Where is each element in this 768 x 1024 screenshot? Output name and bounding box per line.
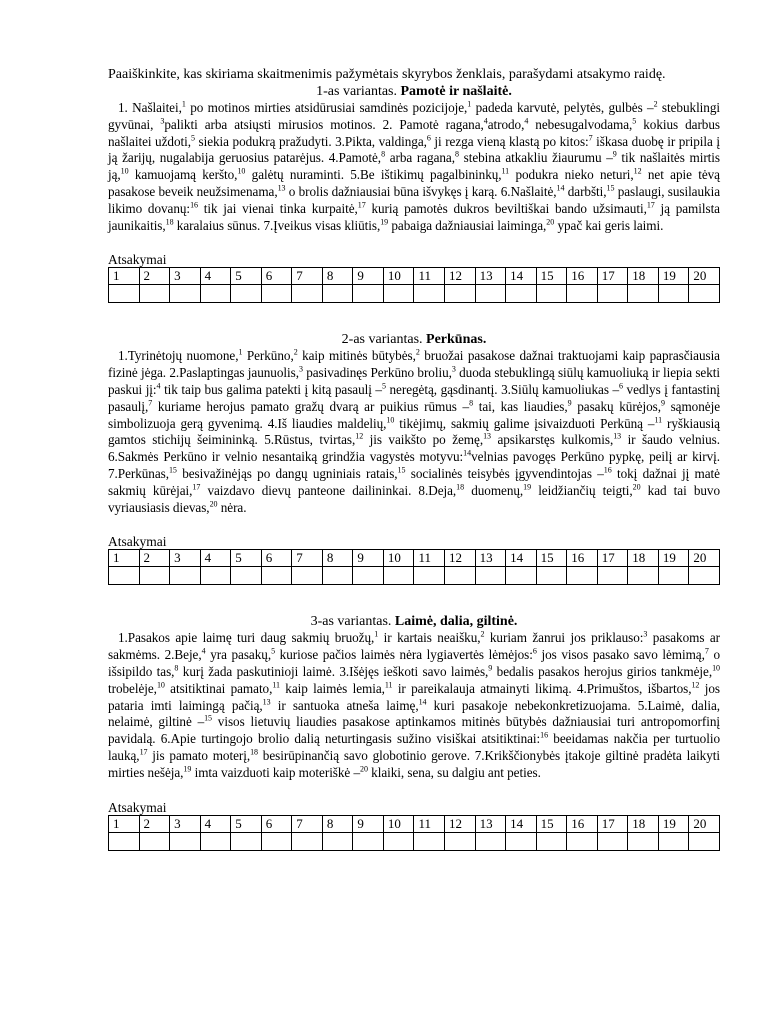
answer-input-cell[interactable] [231,832,262,850]
answer-input-cell[interactable] [139,832,170,850]
answer-input-cell[interactable] [628,832,659,850]
worksheet-page [108,66,720,851]
answer-number-cell: 20 [689,815,720,832]
answer-input-cell[interactable] [567,285,598,303]
answer-input-cell[interactable] [292,832,323,850]
variant-prefix: 2-as variantas. [341,332,427,348]
answer-number-row [109,815,720,832]
variant-section [108,331,720,585]
answer-input-cell[interactable] [383,832,414,850]
answer-number-cell: 2 [139,550,170,567]
answer-number-cell: 2 [139,815,170,832]
answer-number-cell: 19 [658,550,689,567]
variant-name: Laimė, dalia, giltinė. [394,614,518,630]
answer-input-cell[interactable] [231,567,262,585]
answer-number-cell: 5 [231,550,262,567]
answer-number-cell: 11 [414,268,445,285]
answer-input-cell[interactable] [628,285,659,303]
answer-number-cell: 12 [445,815,476,832]
answer-input-cell[interactable] [322,567,353,585]
variant-section [108,613,720,850]
answer-input-cell[interactable] [109,832,140,850]
variant-text: 1.Tyrinėtojų nuomone,$^1$ Perkūno,$^2$ kaip mitinės būtybės,$^2$ bruožai pasakose dažnai traktuojami kaip paprasčiausia fizinė jėga. 2.Paslaptingas jaunuolis,$^3$ pasivadinęs Perkūno broliu,$^3$ duoda stebuklingą siūlų kamuoliuką ir liepia sekti paskui jį:$^4$ tik taip bus galima patekti į kitą pasaulį –$^5$ neregėtą, gąsdinantį. 3.Siūlų kamuoliukas –$^6$ vedlys į fantastinį pasaulį,$^7$ kuriame herojus pamato gražų dvarą ar puikius rūmus –$^8$ tai, kas liaudies,$^9$ pasakų kūrėjos,$^9$ sąmonėje simbolizuoja gerą gyvenimą. 4.Iš liaudies maldelių,$^{10}$ tikėjimų, sakmių galime įsivaizduoti Perkūną –$^{11}$ ryškiausią gamtos stichijų šeimininką. 5.Rūstus, tvirtas,$^{12}$ jis vaikšto po žemę,$^{13}$ apsikarstęs kulkomis,$^{13}$ ir šaudo velnius. 6.Sakmės Perkūno ir velnio nesantaiką grindžia vagystės motyvu:$^{14}$velnias pavogęs Perkūno pypkę, peilį ar kirvį. 7.Perkūnas,$^{15}$ besivažinėjąs po dangų ugniniais ratais,$^{15}$ socialinės teisybės įgyvendintojas –$^{16}$ tokį dažnai jį matė sakmių kūrėjai,$^{17}$ vaizdavo dievų panteone dailininkai. 8.Deja,$^{18}$ duomenų,$^{19}$ leidžiančių teigti,$^{20}$ kad tai buvo vyriausiasis dievas,$^{20}$ nėra. [108,347,720,515]
variant-title [108,83,720,100]
answer-number-cell: 14 [506,550,537,567]
answer-number-cell: 9 [353,550,384,567]
answer-number-cell: 14 [506,268,537,285]
answer-number-cell: 15 [536,550,567,567]
answer-input-cell[interactable] [506,285,537,303]
answer-input-cell[interactable] [597,832,628,850]
answer-table [108,549,720,585]
answer-number-cell: 13 [475,550,506,567]
answer-number-cell: 6 [261,268,292,285]
answer-number-cell: 12 [445,268,476,285]
answer-number-cell: 4 [200,815,231,832]
answer-input-cell[interactable] [231,285,262,303]
answer-input-cell[interactable] [506,832,537,850]
answer-number-cell: 8 [322,268,353,285]
answer-input-cell[interactable] [139,567,170,585]
answer-input-cell[interactable] [536,285,567,303]
answer-input-cell[interactable] [658,832,689,850]
answer-number-cell: 13 [475,268,506,285]
answer-number-cell: 1 [109,268,140,285]
variant-title [108,613,720,630]
answer-input-cell[interactable] [597,285,628,303]
answer-input-cell[interactable] [200,567,231,585]
variant-title [108,331,720,348]
answer-input-cell[interactable] [200,285,231,303]
variant-prefix: 1-as variantas. [316,84,401,99]
variant-prefix: 3-as variantas. [310,614,395,630]
answer-table [108,815,720,851]
answer-number-cell: 20 [689,550,720,567]
answer-number-cell: 20 [689,268,720,285]
answer-number-cell: 1 [109,815,140,832]
answer-input-cell[interactable] [383,567,414,585]
answer-number-cell: 10 [383,268,414,285]
answer-number-cell: 16 [567,550,598,567]
answer-input-cell[interactable] [445,832,476,850]
answer-number-cell: 6 [261,815,292,832]
answer-number-cell: 18 [628,815,659,832]
variant-name: Pamotė ir našlaitė. [400,84,512,99]
answer-input-cell[interactable] [414,832,445,850]
answer-input-cell[interactable] [445,285,476,303]
answer-input-cell[interactable] [628,567,659,585]
answer-input-cell[interactable] [414,567,445,585]
answer-number-cell: 9 [353,815,384,832]
answer-input-cell[interactable] [506,567,537,585]
answer-input-cell[interactable] [292,285,323,303]
answer-input-cell[interactable] [536,567,567,585]
answer-number-cell: 14 [506,815,537,832]
variant-text: 1.Pasakos apie laimę turi daug sakmių bruožų,$^1$ ir kartais neaišku,$^2$ kuriam žanrui jos priklauso:$^3$ pasakoms ar sakmėms. 2.Beje,$^4$ yra pasakų,$^5$ kuriose pačios laimės nėra lygiavertės lėmėjos:$^6$ jos visos pasako savo lėmimą,$^7$ o išsipildo tas,$^8$ kurį žada paskutinioji laimė. 3.Išėjęs ieškoti savo laimės,$^9$ bedalis pasakos herojus girios tankmėje,$^{10}$ trobelėje,$^{10}$ atsitiktinai pamato,$^{11}$ kaip laimės lemia,$^{11}$ ir pareikalauja atmainyti likimą. 4.Primuštos, išbartos,$^{12}$ jos pataria imti laimingą pačią,$^{13}$ ir santuoka atneša laimę,$^{14}$ kuri pasakoje nebekonkretizuojama. 5.Laimė, dalia, nelaimė, giltinė –$^{15}$ visos lietuvių liaudies pasakose aptinkamos mitinės būtybės dažniausiai turi antropomorfinį pavidalą. 6.Apie turtingojo brolio dalią neturtingasis sužino visiškai atsitiktinai:$^{16}$ beeidamas nakčia per turtuolio lauką,$^{17}$ jis pamato moterį,$^{18}$ besirūpinančią savo globotinio gerove. 7.Krikščionybės įtakoje giltinė pradėta laikyti mirties nešėja,$^{19}$ imta vaizduoti kaip moteriškė –$^{20}$ klaiki, sena, su dalgiu ant peties. [108,629,721,780]
answer-number-cell: 2 [139,268,170,285]
answer-number-cell: 18 [628,550,659,567]
answer-number-cell: 19 [658,815,689,832]
answer-input-cell[interactable] [658,567,689,585]
answer-input-cell[interactable] [689,832,720,850]
answer-number-row [109,268,720,285]
answer-number-cell: 7 [292,550,323,567]
answer-input-cell[interactable] [597,567,628,585]
answer-input-cell[interactable] [139,285,170,303]
answer-input-cell[interactable] [353,285,384,303]
answer-input-cell[interactable] [261,567,292,585]
answer-input-cell[interactable] [292,567,323,585]
answer-number-cell: 8 [322,815,353,832]
answer-number-cell: 19 [658,268,689,285]
answer-input-cell[interactable] [200,832,231,850]
answer-number-cell: 7 [292,815,323,832]
answer-input-cell[interactable] [353,567,384,585]
answer-number-cell: 17 [597,550,628,567]
answer-number-cell: 11 [414,815,445,832]
answer-input-cell[interactable] [475,567,506,585]
answer-input-row [109,285,720,303]
answer-number-cell: 10 [383,550,414,567]
variants-container [108,83,720,851]
answer-number-row [109,550,720,567]
answer-number-cell: 16 [567,268,598,285]
answer-input-cell[interactable] [445,567,476,585]
answer-input-cell[interactable] [414,285,445,303]
answer-number-cell: 8 [322,550,353,567]
answer-number-cell: 12 [445,550,476,567]
answers-label: Atsakymai [108,534,167,550]
answer-input-cell[interactable] [475,832,506,850]
answer-number-cell: 7 [292,268,323,285]
answer-number-cell: 17 [597,268,628,285]
answer-number-cell: 15 [536,268,567,285]
answer-input-cell[interactable] [109,567,140,585]
answers-label: Atsakymai [108,252,167,268]
answer-number-cell: 17 [597,815,628,832]
answer-number-cell: 3 [170,815,201,832]
answer-number-cell: 4 [200,268,231,285]
answer-input-cell[interactable] [353,832,384,850]
answer-number-cell: 1 [109,550,140,567]
answer-input-cell[interactable] [261,832,292,850]
answer-number-cell: 10 [383,815,414,832]
answer-input-row [109,832,720,850]
answer-number-cell: 18 [628,268,659,285]
answer-input-cell[interactable] [170,567,201,585]
answer-number-cell: 15 [536,815,567,832]
answer-input-cell[interactable] [689,567,720,585]
answer-input-cell[interactable] [567,832,598,850]
answer-number-cell: 16 [567,815,598,832]
answer-number-cell: 9 [353,268,384,285]
answer-input-cell[interactable] [261,285,292,303]
answer-number-cell: 13 [475,815,506,832]
answer-input-cell[interactable] [170,832,201,850]
variant-name: Perkūnas. [426,332,487,348]
answer-input-cell[interactable] [383,285,414,303]
answer-input-cell[interactable] [322,832,353,850]
answer-number-cell: 3 [170,268,201,285]
variant-section [108,83,720,303]
answer-input-cell[interactable] [322,285,353,303]
answer-number-cell: 5 [231,268,262,285]
answer-input-cell[interactable] [658,285,689,303]
answer-input-cell[interactable] [170,285,201,303]
answer-number-cell: 4 [200,550,231,567]
answer-number-cell: 5 [231,815,262,832]
instruction-text: Paaiškinkite, kas skiriama skaitmenimis pažymėtais skyrybos ženklais, parašydami atsakymo raidę. [108,67,666,82]
variant-text: 1. Našlaitei,$^1$ po motinos mirties atsidūrusiai samdinės pozicijoje,$^1$ padeda karvutė, pelytės, gulbės –$^2$ stebuklingi gyvūnai, $^3$palikti arba atsiųsti mirusios motinos. 2. Pamotė ragana,$^4$atrodo,$^4$ nebesugalvodama,$^5$ kokius darbus našlaitei uždoti,$^5$ siekia podukrą pražudyti. 3.Pikta, valdinga,$^6$ ji rezga vieną klastą po kitos:$^7$ iškasa duobę ir pripila į ją žarijų, nugalabija geruosius patarėjus. 4.Pamotė,$^8$ arba ragana,$^8$ stebina atkakliu žiaurumu –$^9$ tik našlaitės mirtis ją,$^{10}$ kamuojamą keršto,$^{10}$ galėtų nuraminti. 5.Be ištikimų pagalbininkų,$^{11}$ podukra nieko neturi,$^{12}$ net apie tėvą pasakose beveik neužsimenama,$^{13}$ o brolis dažniausiai būna išvykęs į karą. 6.Našlaitė,$^{14}$ darbšti,$^{15}$ paslaugi, susilaukia likimo dovanų:$^{16}$ tik jai vienai tinka kurpaitė,$^{17}$ kurią pamotės dukros beviltiškai bando užsimauti,$^{17}$ ją pamilsta jaunikaitis,$^{18}$ karalaius sūnus. 7.Įveikus visas kliūtis,$^{19}$ pabaiga dažniausiai laiminga,$^{20}$ ypač kai geris laimi. [108,99,720,233]
answer-number-cell: 6 [261,550,292,567]
answer-number-cell: 3 [170,550,201,567]
answers-label: Atsakymai [108,799,167,815]
answer-input-cell[interactable] [109,285,140,303]
answer-number-cell: 11 [414,550,445,567]
answer-input-row [109,567,720,585]
answer-input-cell[interactable] [475,285,506,303]
answer-input-cell[interactable] [689,285,720,303]
answer-table [108,267,720,303]
answer-input-cell[interactable] [536,832,567,850]
answer-input-cell[interactable] [567,567,598,585]
